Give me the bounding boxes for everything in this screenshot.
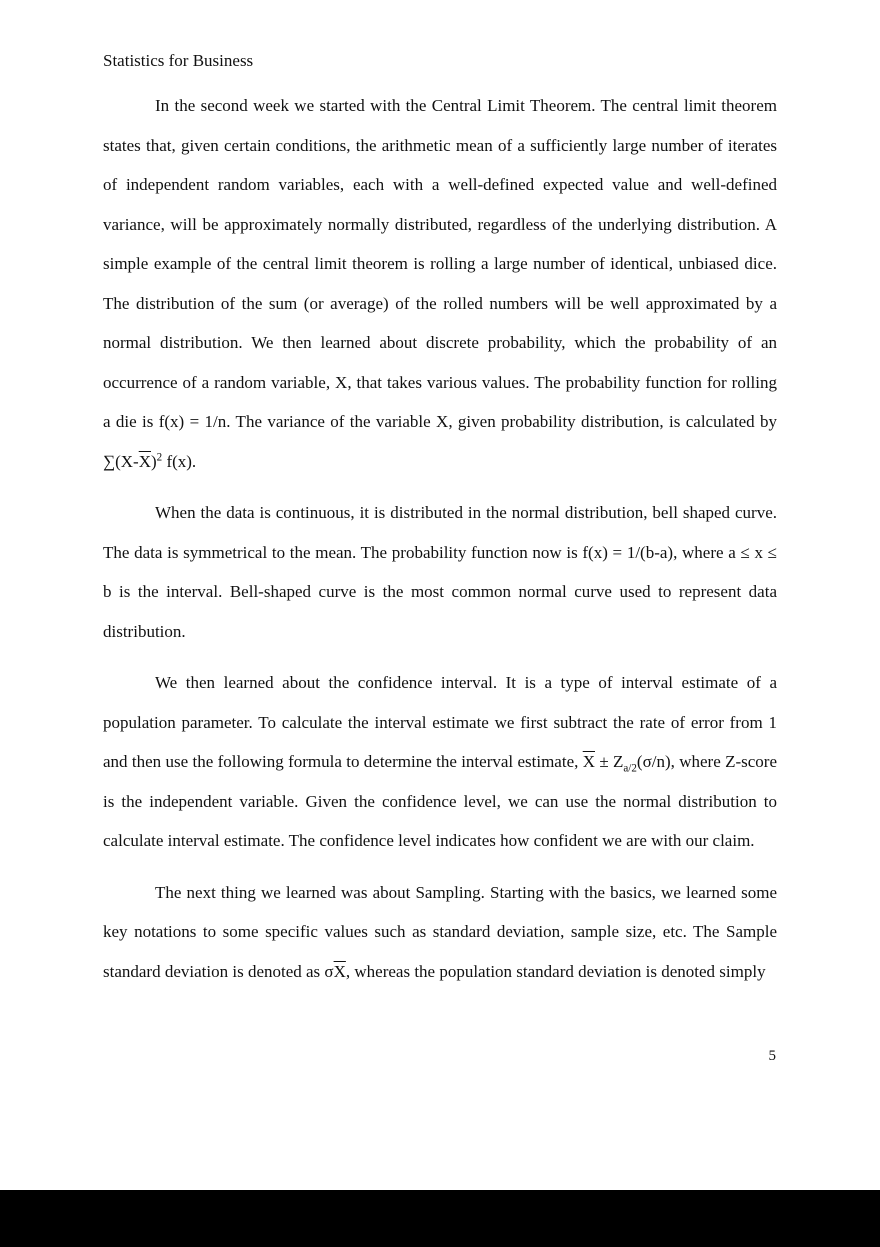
text-segment: $\overline{X}$ [582, 752, 595, 771]
paragraph [103, 663, 777, 861]
text-segment: We then learned about the confidence interval. It is a type of interval estimate of a population parameter. To calculate the interval estimate we first subtract the rate of error from 1 and then use the following formula to determine the interval estimate, [103, 673, 777, 771]
paragraph [103, 493, 777, 651]
text-segment: ) [151, 451, 157, 471]
text-segment: In the second week we started with the Central Limit Theorem. The central limit theorem states that, given certain conditions, the arithmetic mean of a sufficiently large number of iterates of independent random variables, each with a well-defined expected value and well-defined variance, will be approximately normally distributed, regardless of the underlying distribution. A simple example of the central limit theorem is rolling a large number of identical, unbiased dice. The distribution of the sum (or average) of the rolled numbers will be well approximated by a normal distribution. We then learned about discrete probability, which the probability of an occurrence of a random variable, X, that takes various values. The probability function for rolling a die is f(x) = 1/n. The variance of the variable X, given probability distribution, is calculated by ∑(X- [103, 96, 777, 471]
text-segment: f(x). [162, 451, 197, 471]
bottom-black-bar [0, 1190, 880, 1247]
text-segment: When the data is continuous, it is distributed in the normal distribution, bell shaped curve. The data is symmetrical to the mean. The probability function now is f(x) = 1/(b-a), where a ≤ x ≤ b is the interval. Bell-shaped curve is the most common normal curve used to represent data distribution. [103, 503, 777, 641]
text-segment: (σ/n), where Z-score is the independent variable. Given the confidence level, we can use the normal distribution to calculate interval estimate. The confidence level indicates how confident we are with our claim. [103, 752, 777, 850]
text-segment: $\overline{X}$ [333, 961, 346, 981]
text-segment: ± Z [595, 752, 624, 771]
document-body [103, 86, 777, 991]
text-segment: 2 [156, 450, 163, 463]
page-number: 5 [768, 1048, 776, 1064]
text-segment: , whereas the population standard deviation is denoted simply [345, 961, 766, 981]
text-segment: The next thing we learned was about Sampling. Starting with the basics, we learned some key notations to some specific values such as standard deviation, sample size, etc. The Sample standard deviation is denoted as σ [103, 882, 777, 981]
document-header-title: Statistics for Business [103, 51, 254, 70]
text-segment: a/2 [623, 762, 637, 775]
page-content [103, 50, 777, 1003]
paragraph [103, 86, 777, 481]
paragraph [103, 873, 777, 992]
text-segment: $\overline{X}$ [138, 451, 151, 471]
